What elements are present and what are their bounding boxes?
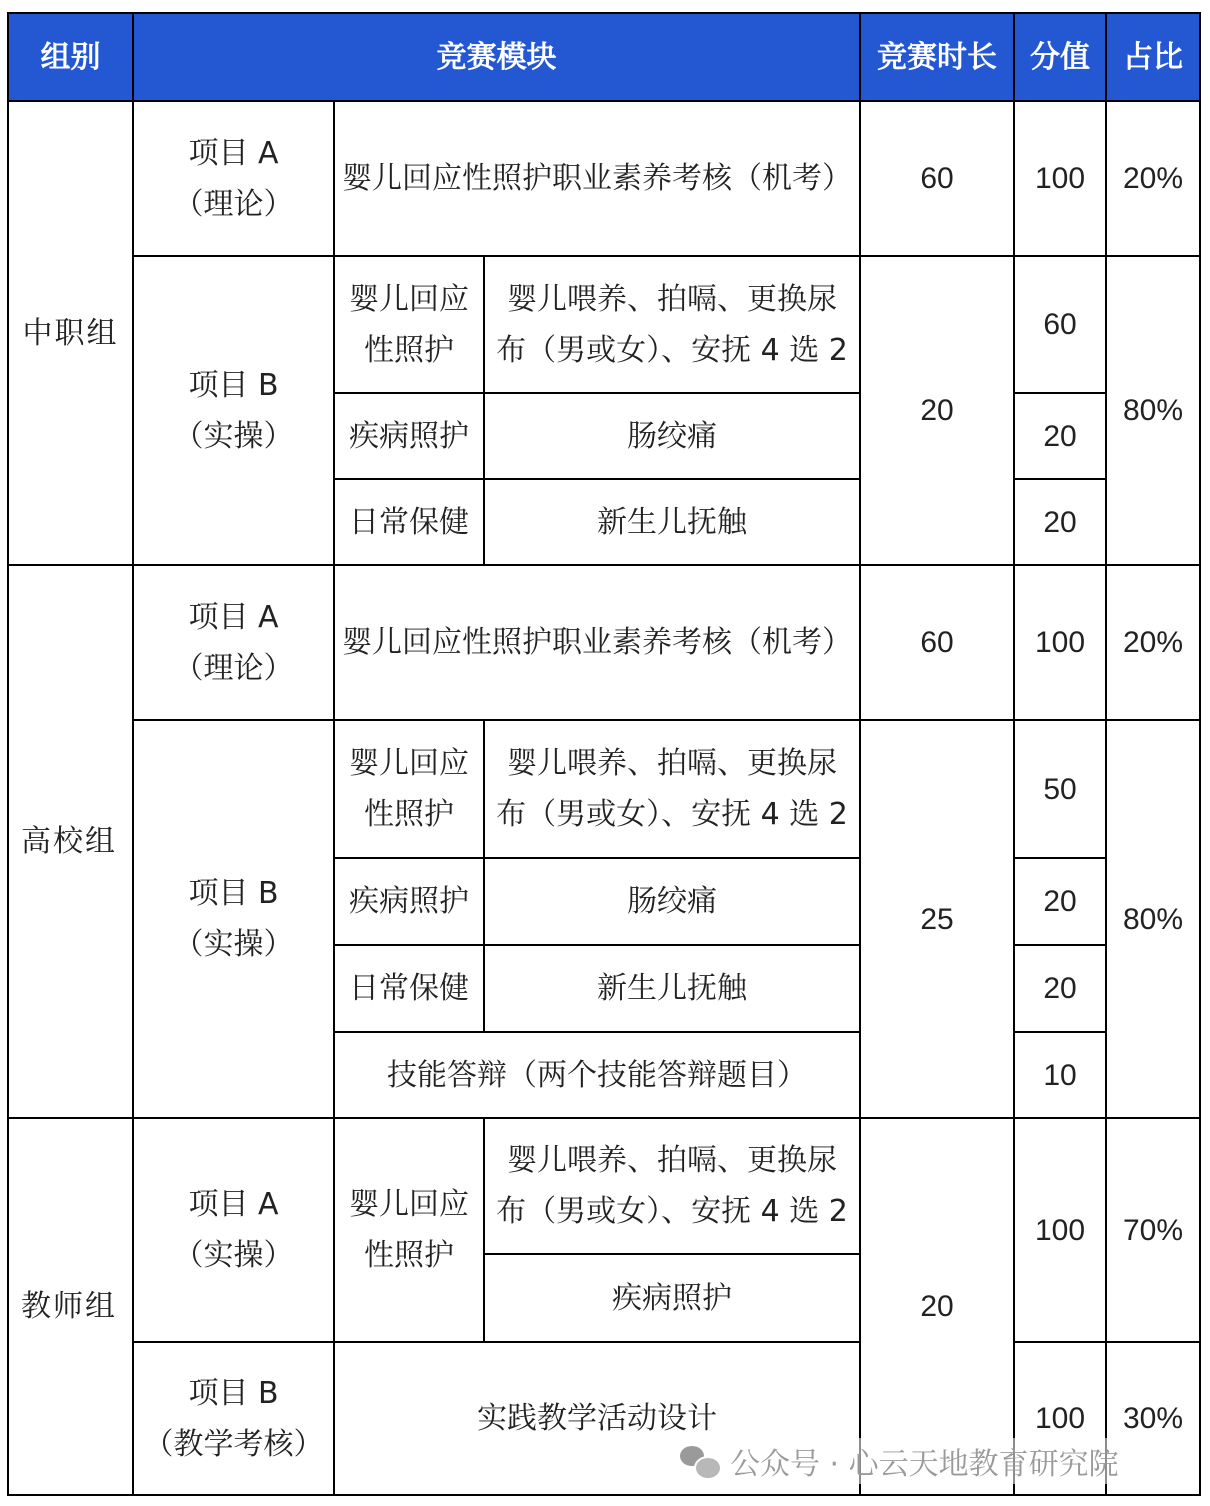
score-cell: 20 [1014, 858, 1106, 945]
category-line: 婴儿回应 [349, 281, 469, 317]
category-line: 婴儿回应 [349, 746, 469, 781]
project-label: 项目 B [188, 367, 279, 403]
group-cell: 中职组 [8, 101, 133, 565]
score-cell: 100 [1014, 1342, 1106, 1495]
project-label: 项目 A [188, 135, 279, 171]
ratio-cell: 20% [1106, 565, 1200, 720]
project-label: 项目 A [188, 599, 279, 635]
duration-cell: 60 [860, 101, 1014, 256]
duration-cell: 60 [860, 565, 1014, 720]
category-cell [334, 1118, 484, 1342]
project-label: 项目 B [188, 876, 279, 911]
category-cell: 日常保健 [334, 945, 484, 1032]
table-row [8, 1118, 1200, 1254]
category-cell: 日常保健 [334, 479, 484, 565]
task-line: 布（男或女）、安抚 4 选 2 [496, 1194, 848, 1229]
competition-table [7, 12, 1201, 1496]
category-line: 性照护 [364, 797, 454, 832]
task-cell: 疾病照护 [484, 1254, 860, 1342]
defense-cell: 技能答辩（两个技能答辩题目） [334, 1032, 860, 1118]
project-type: （理论） [173, 650, 294, 686]
wechat-icon [680, 1444, 720, 1478]
task-line: 布（男或女）、安抚 4 选 2 [496, 332, 848, 368]
category-cell [334, 720, 484, 858]
header-module: 竞赛模块 [133, 13, 860, 101]
score-cell: 10 [1014, 1032, 1106, 1118]
project-cell [133, 720, 334, 1118]
table-row [8, 720, 1200, 858]
table-row [8, 101, 1200, 256]
score-cell: 20 [1014, 945, 1106, 1032]
table-row [8, 256, 1200, 393]
ratio-cell: 70% [1106, 1118, 1200, 1342]
ratio-cell: 80% [1106, 720, 1200, 1118]
category-cell: 疾病照护 [334, 858, 484, 945]
header-row [8, 13, 1200, 101]
score-cell: 60 [1014, 256, 1106, 393]
header-group: 组别 [8, 13, 133, 101]
module-cell: 实践教学活动设计 [334, 1342, 860, 1495]
task-cell: 肠绞痛 [484, 858, 860, 945]
project-type: （理论） [173, 186, 294, 222]
task-line: 婴儿喂养、拍嗝、更换尿 [507, 746, 838, 781]
category-cell: 疾病照护 [334, 393, 484, 479]
score-cell: 20 [1014, 393, 1106, 479]
group-cell: 高校组 [8, 565, 133, 1118]
header-ratio: 占比 [1106, 13, 1200, 101]
task-line: 布（男或女）、安抚 4 选 2 [496, 797, 848, 832]
header-score: 分值 [1014, 13, 1106, 101]
duration-cell: 20 [860, 1118, 1014, 1495]
task-cell [484, 1118, 860, 1254]
task-cell: 新生儿抚触 [484, 945, 860, 1032]
score-cell: 20 [1014, 479, 1106, 565]
header-duration: 竞赛时长 [860, 13, 1014, 101]
category-line: 性照护 [364, 1238, 454, 1273]
project-label: 项目 B [188, 1375, 279, 1411]
ratio-cell: 80% [1106, 256, 1200, 565]
project-cell [133, 1342, 334, 1495]
task-cell [484, 720, 860, 858]
module-cell: 婴儿回应性照护职业素养考核（机考） [334, 101, 860, 256]
score-cell: 50 [1014, 720, 1106, 858]
ratio-cell: 20% [1106, 101, 1200, 256]
score-cell: 100 [1014, 1118, 1106, 1342]
category-cell [334, 256, 484, 393]
category-line: 婴儿回应 [349, 1187, 469, 1222]
duration-cell: 20 [860, 256, 1014, 565]
duration-cell: 25 [860, 720, 1014, 1118]
project-cell [133, 565, 334, 720]
task-line: 婴儿喂养、拍嗝、更换尿 [507, 1143, 838, 1178]
project-type: （教学考核） [143, 1426, 324, 1462]
task-cell: 肠绞痛 [484, 393, 860, 479]
project-type: （实操） [173, 1238, 294, 1273]
task-line: 婴儿喂养、拍嗝、更换尿 [507, 281, 838, 317]
project-label: 项目 A [188, 1187, 279, 1222]
table-row [8, 565, 1200, 720]
task-cell: 新生儿抚触 [484, 479, 860, 565]
project-cell [133, 1118, 334, 1342]
project-type: （实操） [173, 418, 294, 454]
group-cell: 教师组 [8, 1118, 133, 1495]
project-cell [133, 101, 334, 256]
project-cell [133, 256, 334, 565]
score-cell: 100 [1014, 565, 1106, 720]
watermark [680, 1438, 1119, 1484]
ratio-cell: 30% [1106, 1342, 1200, 1495]
score-cell: 100 [1014, 101, 1106, 256]
task-cell [484, 256, 860, 393]
category-line: 性照护 [364, 332, 454, 368]
project-type: （实操） [173, 927, 294, 962]
module-cell: 婴儿回应性照护职业素养考核（机考） [334, 565, 860, 720]
watermark-text: 公众号 · 心云天地教育研究院 [730, 1447, 1119, 1482]
